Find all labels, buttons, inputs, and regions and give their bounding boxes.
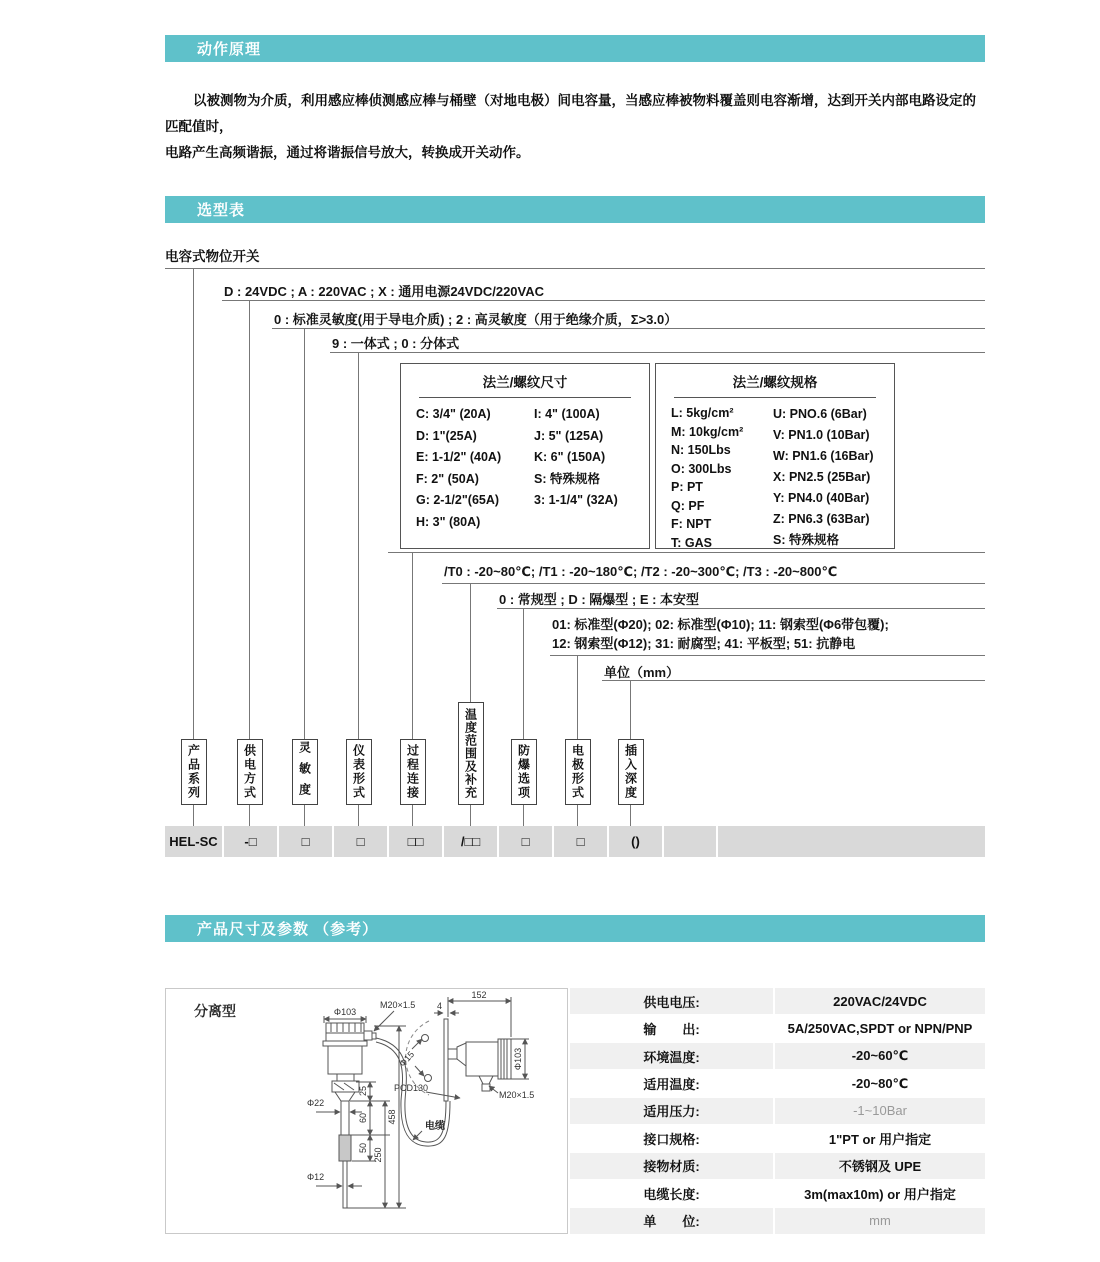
bolt-hole <box>425 1075 432 1082</box>
parameter-row <box>570 988 985 1014</box>
spec-item: V: PN1.0 (10Bar) <box>773 428 870 442</box>
parameter-row <box>570 1015 985 1041</box>
spec-item: Q: PF <box>671 498 705 513</box>
code-cell: □□ <box>389 826 442 857</box>
connector-line <box>497 608 985 609</box>
section-header-principle <box>165 35 985 62</box>
connector-line <box>222 300 985 301</box>
connector-line <box>388 552 985 553</box>
parameter-row <box>570 1070 985 1096</box>
spec-item: H: 3" (80A) <box>416 514 481 529</box>
dim-50: 50 <box>358 1142 368 1154</box>
spec-item: M: 10kg/cm² <box>671 424 744 439</box>
connector-line <box>330 352 985 353</box>
option-row-form: 9 : 一体式 ; 0 : 分体式 <box>332 336 460 351</box>
parameter-table <box>570 988 985 1234</box>
remote-housing <box>466 1042 498 1076</box>
section-title: 产品尺寸及参数 （参考） <box>197 921 379 938</box>
field-temperature-range: 温度范围及补充 <box>458 702 484 805</box>
spec-item: F: 2" (50A) <box>416 471 479 486</box>
field-exproof-option: 防爆选项 <box>511 739 537 805</box>
section-title: 动作原理 <box>197 41 262 58</box>
field-electrode-form: 电极形式 <box>565 739 591 805</box>
spec-item: E: 1-1/2" (40A) <box>416 450 502 464</box>
ordering-code-row <box>165 826 985 857</box>
probe-sleeve <box>339 1135 351 1161</box>
parameter-row <box>570 1180 985 1206</box>
parameter-value: -20~60℃ <box>775 1043 985 1069</box>
dim-458: 458 <box>387 1109 397 1125</box>
connector-line <box>412 552 413 739</box>
parameter-value: 3m(max10m) or 用户指定 <box>804 1186 956 1202</box>
code-cell <box>718 826 985 857</box>
probe-cap <box>326 1023 364 1041</box>
connector-line <box>577 804 578 826</box>
option-row-power: D : 24VDC ; A : 220VAC ; X : 通用电源24VDC/220VAC <box>224 284 545 299</box>
probe-housing <box>328 1046 362 1074</box>
dimension-drawing-panel <box>165 988 568 1234</box>
connector-line <box>470 583 471 702</box>
connector-line <box>442 583 985 584</box>
option-row-sensitivity: 0 : 标准灵敏度(用于导电介质) ; 2 : 高灵敏度（用于绝缘介质，Σ>3.0） <box>274 312 678 327</box>
parameter-label: 适用温度: <box>643 1077 700 1093</box>
dim-phi22: Φ22 <box>307 1098 325 1108</box>
cable-gland-probe <box>364 1031 372 1040</box>
spec-item: S: 特殊规格 <box>534 471 600 486</box>
connector-line <box>523 804 524 826</box>
paragraph-line: 电路产生高频谐振，通过将谐振信号放大，转换成开关动作。 <box>165 145 530 160</box>
connector-line <box>412 804 413 826</box>
parameter-label: 单 位: <box>570 1208 773 1234</box>
code-cell <box>664 826 716 857</box>
spec-item: S: 特殊规格 <box>773 533 839 547</box>
flange-rating-box <box>655 363 895 549</box>
product-type-label: 电容式物位开关 <box>165 249 260 264</box>
spec-item: U: PNO.6 (6Bar) <box>773 407 867 421</box>
parameter-label: 电缆长度: <box>643 1186 700 1202</box>
parameter-value: 5A/250VAC,SPDT or NPN/PNP <box>787 1021 973 1037</box>
parameter-row <box>570 1043 985 1069</box>
connector-line <box>630 680 631 739</box>
parameter-label: 适用压力: <box>570 1098 773 1124</box>
parameter-value: mm <box>775 1208 985 1234</box>
field-sensitivity: 灵敏度 <box>292 739 318 805</box>
field-power-supply: 供电方式 <box>237 739 263 805</box>
dim-pcd130: PCD130 <box>394 1083 429 1093</box>
connector-line <box>165 268 985 269</box>
option-row-exproof: 0 : 常规型 ; D : 隔爆型 ; E : 本安型 <box>499 592 700 607</box>
spec-item: W: PN1.6 (16Bar) <box>773 449 874 463</box>
spec-item: J: 5" (125A) <box>534 428 604 443</box>
parameter-value: -1~10Bar <box>775 1098 985 1124</box>
cable-gland-remote <box>482 1084 490 1091</box>
flange-size-title: 法兰/螺纹尺寸 <box>419 371 631 398</box>
dim-phi103-right: Φ103 <box>513 1047 523 1071</box>
dim-250: 250 <box>373 1147 383 1163</box>
section-header-dimensions <box>165 915 985 942</box>
dimension-drawing <box>166 989 569 1235</box>
parameter-row <box>570 1153 985 1179</box>
dim-phi103-top: Φ103 <box>333 1007 357 1017</box>
parameter-value: -20~80℃ <box>851 1075 909 1091</box>
code-cell: □ <box>554 826 607 857</box>
parameter-row <box>570 1125 985 1151</box>
parameter-value: 220VAC/24VDC <box>775 988 985 1014</box>
dim-25: 25 <box>358 1085 368 1097</box>
connector-line <box>304 328 305 739</box>
spec-item: T: GAS <box>671 535 712 550</box>
section-title: 选型表 <box>197 202 246 219</box>
spec-item: K: 6" (150A) <box>534 450 606 464</box>
spec-item: C: 3/4" (20A) <box>416 407 491 421</box>
spec-item: X: PN2.5 (25Bar) <box>773 470 871 484</box>
dim-4: 4 <box>437 1001 443 1011</box>
connector-line <box>249 300 250 739</box>
flange-rating-title: 法兰/螺纹规格 <box>674 371 876 398</box>
code-cell: -□ <box>224 826 277 857</box>
parameter-label: 环境温度: <box>570 1043 773 1069</box>
dim-152: 152 <box>471 990 487 1000</box>
code-cell: /□□ <box>444 826 497 857</box>
spec-item: G: 2-1/2"(65A) <box>416 493 500 507</box>
connector-line <box>358 352 359 739</box>
probe-rod-upper <box>341 1101 349 1135</box>
probe-rod-lower <box>343 1161 347 1208</box>
option-row-electrode-1: 01: 标准型(Φ20); 02: 标准型(Φ10); 11: 钢索型(Φ6带包覆); <box>552 617 889 632</box>
spec-item: F: NPT <box>671 517 712 531</box>
spec-item: O: 300Lbs <box>671 461 732 476</box>
parameter-label: 输 出: <box>643 1022 700 1038</box>
spec-item: N: 150Lbs <box>671 443 731 457</box>
cable-label: 电缆 <box>425 1121 445 1132</box>
code-cell: □ <box>334 826 387 857</box>
code-cell: □ <box>279 826 332 857</box>
connector-line <box>249 804 250 826</box>
spec-item: Y: PN4.0 (40Bar) <box>773 491 870 505</box>
dim-60: 60 <box>358 1112 368 1124</box>
connector-line <box>523 608 524 739</box>
paragraph-line: 以被测物为介质，利用感应棒侦测感应棒与桶壁（对地电极）间电容量，当感应棒被物料覆盖则电容渐增，达到开关内部电路设定的匹配值时， <box>165 93 976 134</box>
option-row-unit: 单位（mm） <box>604 665 680 680</box>
connector-line <box>550 655 985 656</box>
principle-paragraph <box>165 88 987 166</box>
spec-item: P: PT <box>671 480 703 494</box>
connector-line <box>470 804 471 826</box>
field-instrument-form: 仪表形式 <box>346 739 372 805</box>
parameter-row <box>570 1208 985 1234</box>
option-row-electrode-2: 12: 钢索型(Φ12); 31: 耐腐型; 41: 平板型; 51: 抗静电 <box>552 636 856 651</box>
bolt-hole <box>422 1035 429 1042</box>
parameter-label: 供电电压: <box>570 988 773 1014</box>
parameter-label: 接物材质: <box>570 1153 773 1179</box>
spec-item: Z: PN6.3 (63Bar) <box>773 512 870 526</box>
code-cell: HEL-SC <box>165 826 222 857</box>
dim-m20-top: M20×1.5 <box>380 1000 416 1010</box>
connector-line <box>193 268 194 739</box>
spec-item: D: 1"(25A) <box>416 428 477 443</box>
code-cell: □ <box>499 826 552 857</box>
section-header-selection <box>165 196 985 223</box>
dim-phi15: Φ15 <box>397 1049 417 1069</box>
connector-line <box>358 804 359 826</box>
dim-m20-right: M20×1.5 <box>499 1090 535 1100</box>
dim-phi12: Φ12 <box>307 1172 325 1182</box>
parameter-value: 1"PT or 用户指定 <box>828 1131 932 1147</box>
connector-line <box>193 804 194 826</box>
parameter-label: 接口规格: <box>643 1131 700 1147</box>
spec-item: L: 5kg/cm² <box>671 406 734 420</box>
field-process-connection: 过程连接 <box>400 739 426 805</box>
connector-line <box>630 804 631 826</box>
drawing-type-label: 分离型 <box>194 1003 236 1019</box>
field-insertion-depth: 插入深度 <box>618 739 644 805</box>
flange-size-box <box>400 363 650 549</box>
field-product-series: 产品系列 <box>181 739 207 805</box>
mounting-plate <box>444 1019 448 1101</box>
code-cell: () <box>609 826 662 857</box>
parameter-row <box>570 1098 985 1124</box>
connector-line <box>577 655 578 739</box>
option-row-temperature: /T0 : -20~80℃; /T1 : -20~180℃; /T2 : -20~300℃; /T3 : -20~800℃ <box>444 564 838 579</box>
spec-item: 3: 1-1/4" (32A) <box>534 493 618 507</box>
connector-line <box>304 804 305 826</box>
spec-item: I: 4" (100A) <box>534 407 600 421</box>
parameter-value: 不锈钢及 UPE <box>775 1153 985 1179</box>
connector-line <box>272 328 985 329</box>
